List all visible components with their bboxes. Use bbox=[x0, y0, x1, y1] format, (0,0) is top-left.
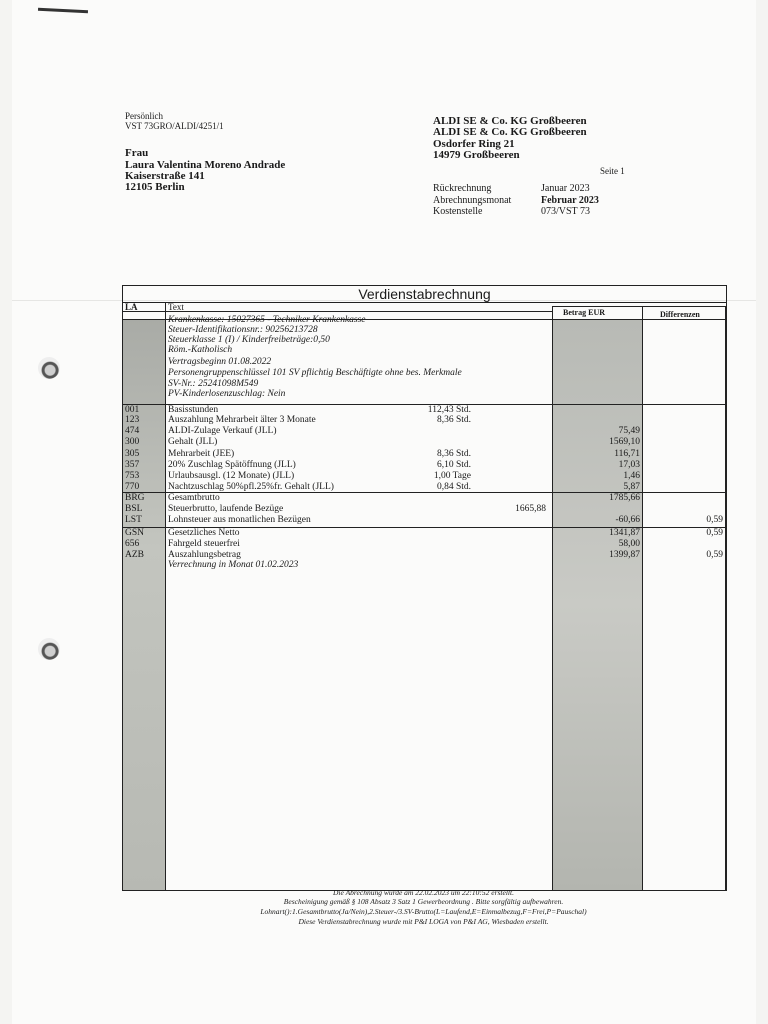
row-amount: 1,46 bbox=[623, 471, 640, 481]
row-code: 770 bbox=[125, 482, 140, 492]
row-text: Auszahlungsbetrag bbox=[168, 550, 241, 560]
meta-label: Kostenstelle bbox=[433, 206, 483, 217]
payslip-table bbox=[122, 285, 727, 891]
row-quantity: 8,36 Std. bbox=[436, 415, 471, 425]
divider bbox=[123, 311, 552, 312]
row-text: Auszahlung Mehrarbeit älter 3 Monate bbox=[168, 415, 316, 425]
column-header-differences: Differenzen bbox=[660, 310, 700, 319]
table-title: Verdienstabrechnung bbox=[123, 286, 726, 303]
row-text: 20% Zuschlag Spätöffnung (JLL) bbox=[168, 460, 296, 470]
recipient-street: Kaiserstraße 141 bbox=[125, 170, 205, 182]
row-difference: 0,59 bbox=[706, 528, 723, 538]
divider bbox=[552, 306, 726, 307]
recipient-name: Laura Valentina Moreno Andrade bbox=[125, 159, 286, 171]
table-row bbox=[123, 461, 726, 470]
row-text: Urlaubsausgl. (12 Monate) (JLL) bbox=[168, 471, 295, 481]
row-code: GSN bbox=[125, 528, 145, 538]
table-row bbox=[123, 540, 726, 549]
info-line: Personengruppenschlüssel 101 SV pflichtig Beschäftigte ohne bes. Merkmale bbox=[168, 368, 462, 378]
meta-value: Februar 2023 bbox=[541, 195, 599, 206]
row-amount: 75,49 bbox=[618, 426, 640, 436]
table-row bbox=[123, 438, 726, 447]
row-amount: 58,00 bbox=[618, 539, 640, 549]
row-difference: 0,59 bbox=[706, 515, 723, 525]
row-tax-gross: 1665,88 bbox=[515, 504, 546, 514]
footer-line: Die Abrechnung wurde am 22.02.2023 um 22:10:52 erstellt. bbox=[333, 888, 514, 897]
row-amount: 116,71 bbox=[614, 449, 640, 459]
row-quantity: 112,43 Std. bbox=[427, 405, 471, 415]
meta-label: Abrechnungsmonat bbox=[433, 195, 512, 206]
row-amount: 1341,87 bbox=[609, 528, 640, 538]
personal-note: Persönlich bbox=[125, 111, 163, 121]
row-text: Fahrgeld steuerfrei bbox=[168, 539, 240, 549]
row-quantity: 1,00 Tage bbox=[433, 471, 471, 481]
divider bbox=[165, 302, 166, 890]
info-line: Steuer-Identifikationsnr.: 90256213728 bbox=[168, 325, 318, 335]
reference-code: VST 73GRO/ALDI/4251/1 bbox=[125, 121, 224, 131]
company-street: Osdorfer Ring 21 bbox=[433, 138, 515, 150]
meta-label: Rückrechnung bbox=[433, 183, 492, 194]
row-text: Nachtzuschlag 50%pfl.25%fr. Gehalt (JLL) bbox=[168, 482, 334, 492]
settlement-note: Verrechnung in Monat 01.02.2023 bbox=[168, 560, 299, 570]
company-city: 14979 Großbeeren bbox=[433, 149, 520, 161]
info-line: Röm.-Katholisch bbox=[168, 345, 233, 355]
info-line: Vertragsbeginn 01.08.2022 bbox=[168, 357, 272, 367]
row-code: 474 bbox=[125, 426, 140, 436]
company-name-2: ALDI SE & Co. KG Großbeeren bbox=[433, 126, 587, 138]
row-quantity: 8,36 Std. bbox=[436, 449, 471, 459]
table-row bbox=[123, 483, 726, 492]
row-text: Steuerbrutto, laufende Bezüge bbox=[168, 504, 284, 514]
divider bbox=[552, 319, 726, 320]
divider bbox=[552, 306, 553, 890]
recipient-city: 12105 Berlin bbox=[125, 181, 185, 193]
row-amount: 1569,10 bbox=[609, 437, 640, 447]
meta-value: Januar 2023 bbox=[541, 183, 590, 194]
row-quantity: 6,10 Std. bbox=[436, 460, 471, 470]
row-text: Gesamtbrutto bbox=[168, 493, 220, 503]
row-difference: 0,59 bbox=[706, 550, 723, 560]
table-row bbox=[123, 427, 726, 436]
row-text: ALDI-Zulage Verkauf (JLL) bbox=[168, 426, 277, 436]
row-code: 357 bbox=[125, 460, 140, 470]
company-name: ALDI SE & Co. KG Großbeeren bbox=[433, 115, 587, 127]
row-code: 753 bbox=[125, 471, 140, 481]
row-code: LST bbox=[125, 515, 142, 525]
footer-line: Bescheinigung gemäß § 108 Absatz 3 Satz 1 Gewerbeordnung . Bitte sorgfältig aufbewahren. bbox=[283, 897, 564, 906]
salutation: Frau bbox=[125, 147, 149, 159]
row-code: BRG bbox=[125, 493, 145, 503]
column-header-text: Text bbox=[168, 302, 184, 312]
info-line: Steuerklasse 1 (I) / Kinderfreibeträge:0,50 bbox=[168, 335, 330, 345]
table-row bbox=[123, 505, 726, 514]
row-code: AZB bbox=[125, 550, 144, 560]
row-text: Gehalt (JLL) bbox=[168, 437, 218, 447]
row-quantity: 0,84 Std. bbox=[436, 482, 471, 492]
footer-line: Diese Verdienstabrechnung wurde mit P&I LOGA von P&I AG, Wiesbaden erstellt. bbox=[298, 917, 549, 926]
row-text: Gesetzliches Netto bbox=[168, 528, 240, 538]
divider bbox=[725, 306, 726, 890]
column-header-amount: Betrag EUR bbox=[563, 308, 605, 317]
table-row bbox=[123, 406, 726, 415]
punch-hole bbox=[38, 638, 60, 660]
info-line: PV-Kinderlosenzuschlag: Nein bbox=[168, 389, 286, 399]
page-number: Seite 1 bbox=[600, 166, 625, 176]
row-code: 305 bbox=[125, 449, 140, 459]
column-header-la: LA bbox=[125, 302, 138, 312]
divider bbox=[642, 306, 643, 890]
row-amount: 5,87 bbox=[623, 482, 640, 492]
table-row bbox=[123, 551, 726, 560]
row-code: 123 bbox=[125, 415, 140, 425]
table-row bbox=[123, 516, 726, 525]
meta-value: 073/VST 73 bbox=[541, 206, 590, 217]
punch-hole bbox=[38, 357, 60, 379]
row-amount: 1785,66 bbox=[609, 493, 640, 503]
row-text: Lohnsteuer aus monatlichen Bezügen bbox=[168, 515, 311, 525]
row-text: Basisstunden bbox=[168, 405, 219, 415]
row-amount: -60,66 bbox=[615, 515, 640, 525]
row-amount: 1399,87 bbox=[609, 550, 640, 560]
row-code: 656 bbox=[125, 539, 140, 549]
table-row bbox=[123, 450, 726, 459]
table-row bbox=[123, 472, 726, 481]
row-code: 001 bbox=[125, 405, 140, 415]
footer-line: Lohnart():1.Gesamtbrutto(Ja/Nein),2.Steuer-/3.SV-Brutto(L=Laufend,E=Einmalbezug,F=Frei,P=Pauschal) bbox=[260, 907, 587, 916]
row-code: 300 bbox=[125, 437, 140, 447]
info-line: Krankenkasse: 15027365 - Techniker Krankenkasse bbox=[168, 315, 366, 325]
row-amount: 17,03 bbox=[618, 460, 640, 470]
info-line: SV-Nr.: 25241098M549 bbox=[168, 379, 259, 389]
row-code: BSL bbox=[125, 504, 143, 514]
table-row bbox=[123, 529, 726, 538]
table-row bbox=[123, 494, 726, 503]
row-text: Mehrarbeit (JEE) bbox=[168, 449, 235, 459]
table-row bbox=[123, 416, 726, 425]
